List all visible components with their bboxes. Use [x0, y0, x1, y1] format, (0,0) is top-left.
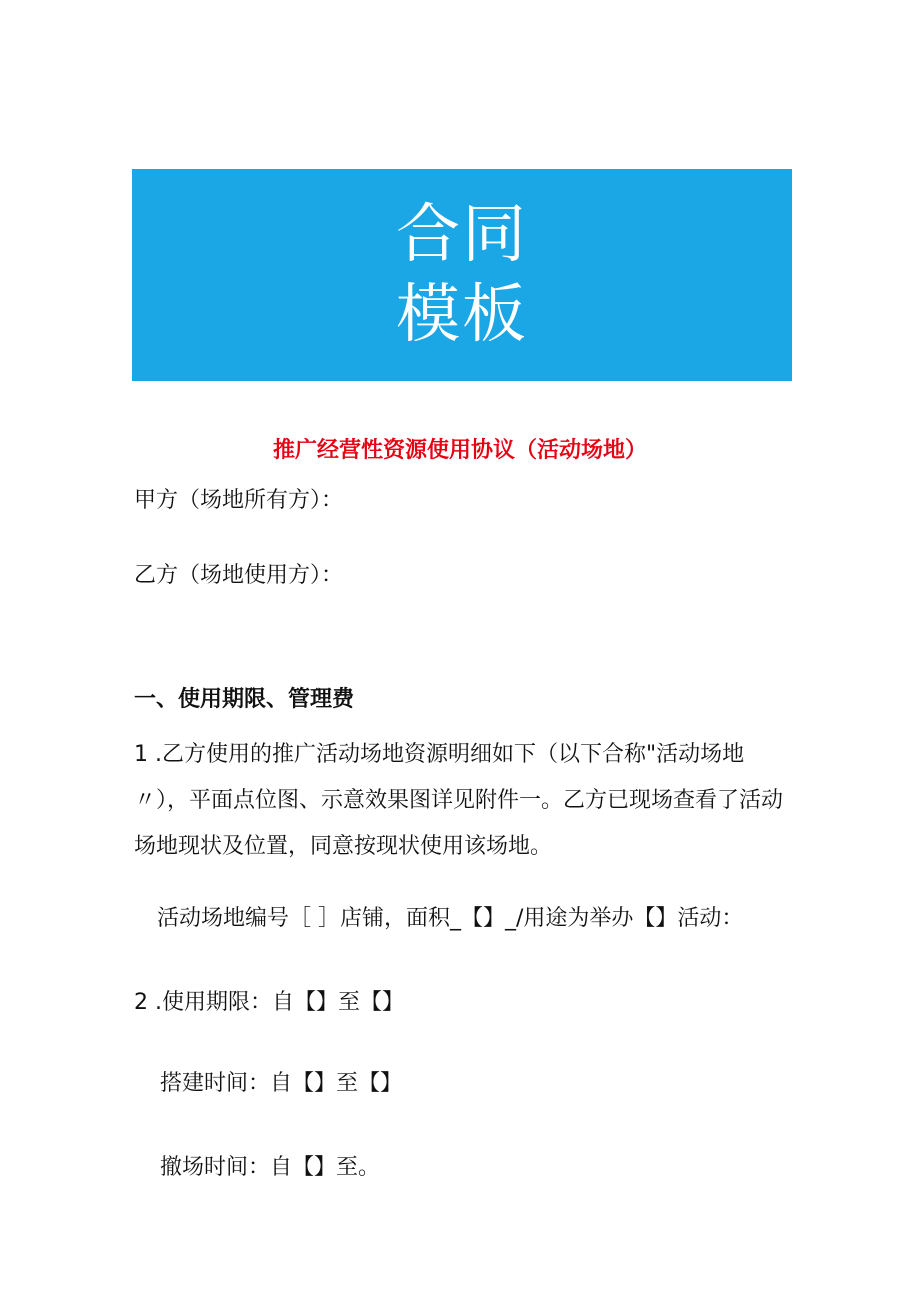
- clause-1-paragraph: 1 .乙方使用的推广活动场地资源明细如下（以下合称"活动场地〃），平面点位图、示意效果图详见附件一。乙方已现场查看了活动场地现状及位置，同意按现状使用该场地。: [134, 742, 784, 859]
- setup-time-line: 搭建时间：自【】至【】: [160, 1071, 403, 1096]
- venue-detail-line: 活动场地编号［ ］店铺，面积_【】_/用途为举办【】活动：: [157, 906, 744, 931]
- section-1-heading: 一、使用期限、管理费: [134, 687, 355, 712]
- cover-banner: [132, 169, 792, 381]
- party-b-label: 乙方（场地使用方）：: [134, 563, 344, 588]
- clause-2-usage-period: 2 .使用期限：自【】至【】: [134, 990, 404, 1015]
- banner-line-1: 合同: [396, 198, 528, 272]
- banner-line-2: 模板: [396, 278, 528, 352]
- party-a-label: 甲方（场地所有方）：: [134, 488, 344, 513]
- teardown-time-line: 撤场时间：自【】至。: [160, 1155, 381, 1180]
- document-title: 推广经营性资源使用协议（活动场地）: [272, 438, 647, 463]
